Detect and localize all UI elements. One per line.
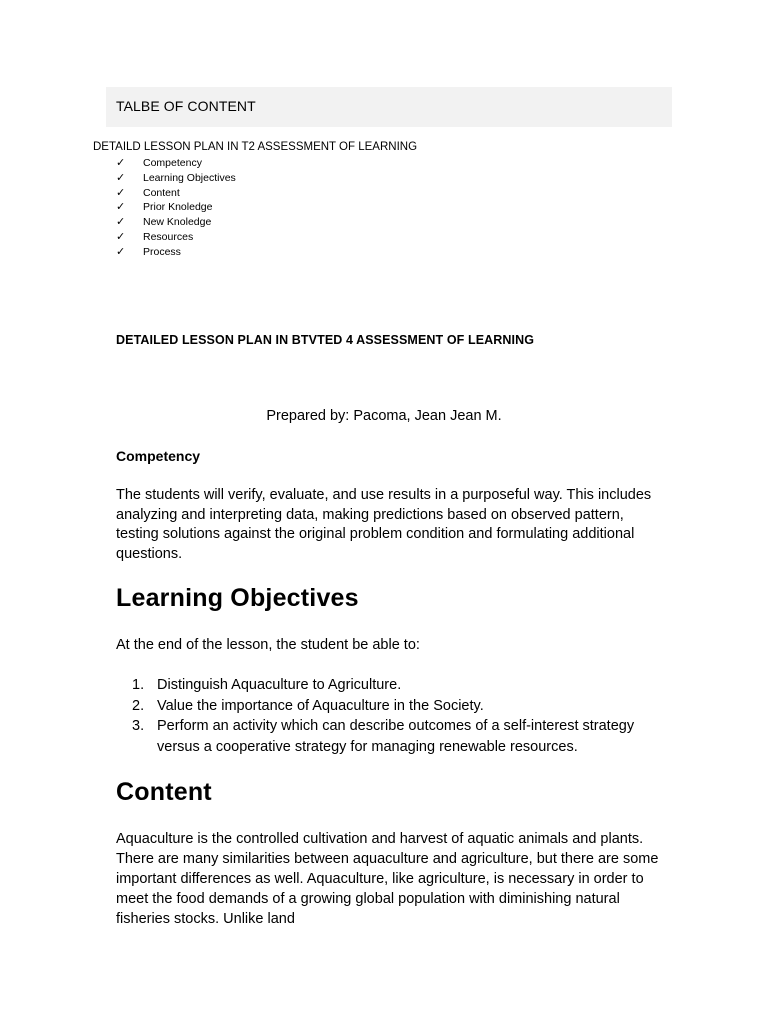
toc-item bbox=[116, 230, 236, 245]
checkmark-icon: ✓ bbox=[116, 215, 126, 229]
learning-objectives-heading: Learning Objectives bbox=[116, 584, 359, 612]
toc-item-label: Process bbox=[143, 245, 181, 258]
toc-heading: DETAILD LESSON PLAN IN T2 ASSESSMENT OF LEARNING bbox=[93, 141, 418, 153]
toc-item-label: Learning Objectives bbox=[143, 171, 236, 184]
objective-text: Perform an activity which can describe outcomes of a self-interest strategy versus a cooperative strategy for managing renewable resources. bbox=[157, 718, 635, 755]
objective-item bbox=[116, 716, 636, 757]
content-heading: Content bbox=[116, 778, 212, 806]
objectives-intro: At the end of the lesson, the student be able to: bbox=[116, 637, 420, 653]
toc-item bbox=[116, 215, 236, 230]
toc-item-label: Resources bbox=[143, 230, 194, 243]
toc-item-label: Competency bbox=[143, 157, 202, 169]
checkmark-icon: ✓ bbox=[116, 170, 126, 184]
toc-list bbox=[116, 156, 236, 260]
toc-item bbox=[116, 186, 236, 201]
objective-number: 2. bbox=[132, 697, 145, 714]
competency-paragraph: The students will verify, evaluate, and use results in a purposeful way. This includes analyzing and interpreting data, making predictions based on observed pattern, testing solutions against the original problem condition and formulating additional questions. bbox=[116, 487, 652, 562]
checkmark-icon: ✓ bbox=[116, 185, 126, 199]
toc-item bbox=[116, 171, 236, 186]
document-title: DETAILED LESSON PLAN IN BTVTED 4 ASSESSMENT OF LEARNING bbox=[116, 333, 535, 347]
toc-item bbox=[116, 200, 236, 215]
objective-number: 3. bbox=[132, 718, 145, 734]
objective-number: 1. bbox=[132, 677, 145, 693]
objective-item bbox=[116, 696, 636, 717]
checkmark-icon: ✓ bbox=[116, 200, 126, 214]
competency-heading: Competency bbox=[116, 448, 201, 464]
prepared-by: Prepared by: Pacoma, Jean Jean M. bbox=[266, 408, 502, 424]
checkmark-icon: ✓ bbox=[116, 229, 126, 243]
toc-item bbox=[116, 156, 236, 171]
objective-text: Value the importance of Aquaculture in the Society. bbox=[157, 697, 484, 714]
toc-item-label: Prior Knoledge bbox=[143, 201, 213, 214]
toc-title: TALBE OF CONTENT bbox=[116, 98, 256, 114]
toc-item bbox=[116, 245, 236, 260]
objective-item bbox=[116, 675, 636, 696]
checkmark-icon: ✓ bbox=[116, 156, 126, 169]
checkmark-icon: ✓ bbox=[116, 244, 126, 258]
objective-text: Distinguish Aquaculture to Agriculture. bbox=[157, 677, 402, 693]
content-paragraph: Aquaculture is the controlled cultivation and harvest of aquatic animals and plants. There are many similarities between aquaculture and agriculture, but there are some important differences as well. Aquaculture, like agriculture, is necessary in order to meet the food demands of a growing global population with diminishing natural fisheries stocks. Unlike land bbox=[116, 831, 659, 927]
toc-item-label: New Knoledge bbox=[143, 216, 212, 229]
table-of-contents-box bbox=[106, 87, 672, 127]
toc-item-label: Content bbox=[143, 186, 180, 199]
objectives-list bbox=[116, 675, 636, 757]
